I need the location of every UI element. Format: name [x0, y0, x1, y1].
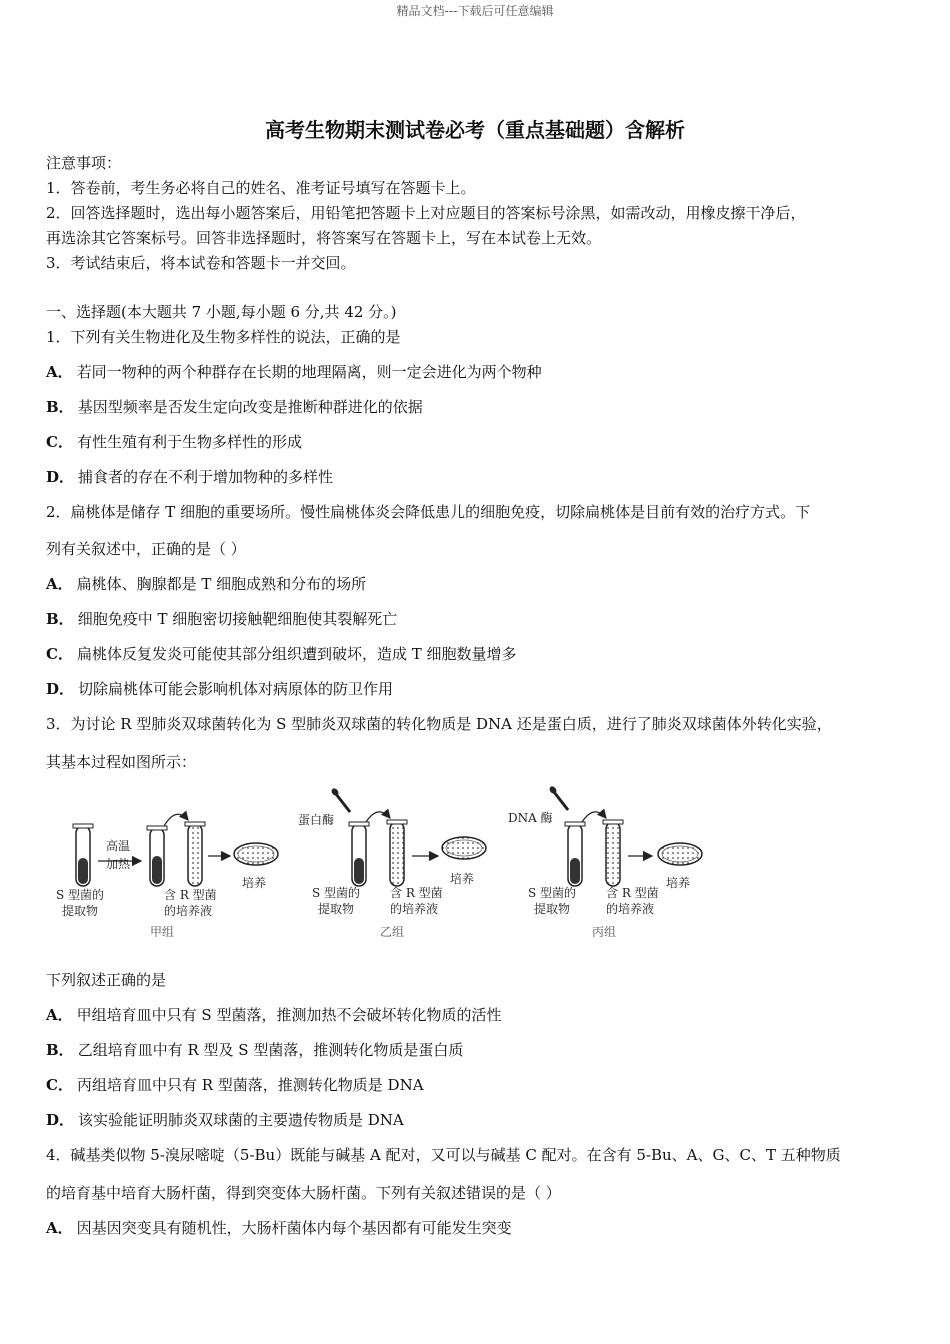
- dnase-label: DNA 酶: [508, 811, 553, 825]
- option-key: A．: [46, 363, 73, 381]
- curved-arrow: [164, 814, 188, 826]
- option-text: 扁桃体反复发炎可能使其部分组织遭到破坏，造成 T 细胞数量增多: [76, 645, 517, 663]
- s-extract-label-2: 提取物: [318, 902, 355, 916]
- q4-stem-2: 的培育基中培育大肠杆菌，得到突变体大肠杆菌。下列有关叙述错误的是（ ）: [46, 1184, 561, 1202]
- q3-option-c: [46, 1075, 906, 1095]
- option-key: C．: [46, 433, 73, 451]
- option-text: 该实验能证明肺炎双球菌的主要遗传物质是 DNA: [78, 1111, 404, 1129]
- petri-dish: [234, 843, 278, 865]
- s-extract-label-1: S 型菌的: [528, 886, 577, 900]
- q4-option-a: [46, 1218, 906, 1238]
- option-text: 若同一物种的两个种群存在长期的地理隔离，则一定会进化为两个物种: [76, 363, 542, 381]
- curved-arrow: [582, 812, 606, 822]
- q2-option-c: [46, 644, 906, 664]
- q3-stem-2: 其基本过程如图所示：: [46, 753, 197, 771]
- group-a-label: 甲组: [150, 925, 175, 939]
- test-tube-s-extract: [565, 822, 585, 886]
- group-c: [508, 786, 702, 939]
- option-key: D．: [46, 1111, 75, 1129]
- q1-stem: 1．下列有关生物进化及生物多样性的说法，正确的是: [46, 328, 401, 346]
- option-key: D．: [46, 468, 75, 486]
- notice-heading: 注意事项：: [46, 154, 122, 172]
- r-medium-label-1: 含 R 型菌: [606, 886, 659, 900]
- option-text: 基因型频率是否发生定向改变是推断种群进化的依据: [77, 398, 423, 416]
- group-c-label: 丙组: [592, 925, 617, 939]
- r-medium-label-1: 含 R 型菌: [390, 886, 443, 900]
- notice-item-2-cont: 再选涂其它答案标号。回答非选择题时，将答案写在答题卡上，写在本试卷上无效。: [46, 229, 602, 247]
- option-text: 乙组培育皿中有 R 型及 S 型菌落，推测转化物质是蛋白质: [77, 1041, 464, 1059]
- heat-label-1: 高温: [106, 839, 131, 853]
- test-tube-s-extract: [349, 822, 369, 886]
- q2-stem-2: 列有关叙述中，正确的是（ ）: [46, 540, 246, 558]
- s-extract-label-1: S 型菌的: [56, 888, 105, 902]
- notice-item-3: 3．考试结束后，将本试卷和答题卡一并交回。: [46, 254, 356, 272]
- culture-label: 培养: [450, 872, 475, 886]
- dropper-icon: [548, 786, 568, 810]
- test-tube-s-extract: [73, 824, 93, 886]
- test-tube-mixed: [603, 820, 623, 886]
- option-text: 捕食者的存在不利于增加物种的多样性: [78, 468, 334, 486]
- q2-option-b: [46, 609, 906, 629]
- q1-option-c: [46, 432, 906, 452]
- section-heading: 一、选择题(本大题共 7 小题,每小题 6 分,共 42 分。): [46, 303, 397, 321]
- option-text: 扁桃体、胸腺都是 T 细胞成熟和分布的场所: [76, 575, 367, 593]
- group-b: [298, 787, 486, 939]
- curved-arrow: [366, 812, 390, 822]
- q2-option-d: [46, 679, 906, 699]
- page-title: 高考生物期末测试卷必考（重点基础题）含解析: [265, 118, 685, 142]
- option-text: 因基因突变具有随机性，大肠杆菌体内每个基因都有可能发生突变: [76, 1219, 512, 1237]
- option-key: B．: [46, 1041, 74, 1059]
- q3-stem-1: 3．为讨论 R 型肺炎双球菌转化为 S 型肺炎双球菌的转化物质是 DNA 还是蛋白质，进行了肺炎双球菌体外转化实验，: [46, 715, 832, 733]
- option-key: C．: [46, 1076, 73, 1094]
- protease-label: 蛋白酶: [298, 813, 335, 827]
- test-tube-mixed: [387, 820, 407, 886]
- test-tube-mixed: [185, 822, 205, 886]
- q2-stem-1: 2．扁桃体是储存 T 细胞的重要场所。慢性扁桃体炎会降低患儿的细胞免疫，切除扁桃体是目前有效的治疗方式。下: [46, 503, 811, 521]
- option-key: A．: [46, 1006, 73, 1024]
- dropper-icon: [330, 787, 350, 812]
- notice-item-1: 1．答卷前，考生务必将自己的姓名、准考证号填写在答题卡上。: [46, 179, 476, 197]
- option-key: A．: [46, 575, 73, 593]
- q3-option-b: [46, 1040, 906, 1060]
- option-key: A．: [46, 1219, 73, 1237]
- page-header: 精品文档---下载后可任意编辑: [396, 4, 554, 18]
- option-text: 切除扁桃体可能会影响机体对病原体的防卫作用: [78, 680, 394, 698]
- q3-option-d: [46, 1110, 906, 1130]
- option-key: B．: [46, 398, 74, 416]
- q1-option-b: [46, 397, 906, 417]
- group-a: [56, 814, 278, 939]
- transformation-experiment-diagram: [46, 786, 726, 946]
- option-text: 丙组培育皿中只有 R 型菌落，推测转化物质是 DNA: [76, 1076, 424, 1094]
- q2-option-a: [46, 574, 906, 594]
- option-text: 有性生殖有利于生物多样性的形成: [76, 433, 302, 451]
- option-text: 细胞免疫中 T 细胞密切接触靶细胞使其裂解死亡: [77, 610, 398, 628]
- culture-label: 培养: [666, 876, 691, 890]
- group-b-label: 乙组: [380, 925, 405, 939]
- s-extract-label-2: 提取物: [62, 904, 99, 918]
- q3-option-a: [46, 1005, 906, 1025]
- test-tube-r-medium: [147, 826, 167, 886]
- r-medium-label-2: 的培养液: [606, 902, 655, 916]
- r-medium-label-2: 的培养液: [164, 904, 213, 918]
- petri-dish: [442, 837, 486, 859]
- q4-stem-1: 4．碱基类似物 5-溴尿嘧啶（5-Bu）既能与碱基 A 配对，又可以与碱基 C 配对。在含有 5-Bu、A、G、C、T 五种物质: [46, 1146, 841, 1164]
- petri-dish: [658, 843, 702, 865]
- s-extract-label-2: 提取物: [534, 902, 571, 916]
- q1-option-d: [46, 467, 906, 487]
- q1-option-a: [46, 362, 906, 382]
- heat-label-2: 加热: [106, 857, 131, 871]
- option-key: C．: [46, 645, 73, 663]
- option-text: 甲组培育皿中只有 S 型菌落，推测加热不会破坏转化物质的活性: [76, 1006, 502, 1024]
- r-medium-label-2: 的培养液: [390, 902, 439, 916]
- notice-item-2: 2．回答选择题时，选出每小题答案后，用铅笔把答题卡上对应题目的答案标号涂黑，如需改动，用橡皮擦干净后，: [46, 204, 806, 222]
- option-key: B．: [46, 610, 74, 628]
- culture-label: 培养: [242, 876, 267, 890]
- r-medium-label-1: 含 R 型菌: [164, 888, 217, 902]
- q3-after: 下列叙述正确的是: [46, 971, 167, 989]
- option-key: D．: [46, 680, 75, 698]
- s-extract-label-1: S 型菌的: [312, 886, 361, 900]
